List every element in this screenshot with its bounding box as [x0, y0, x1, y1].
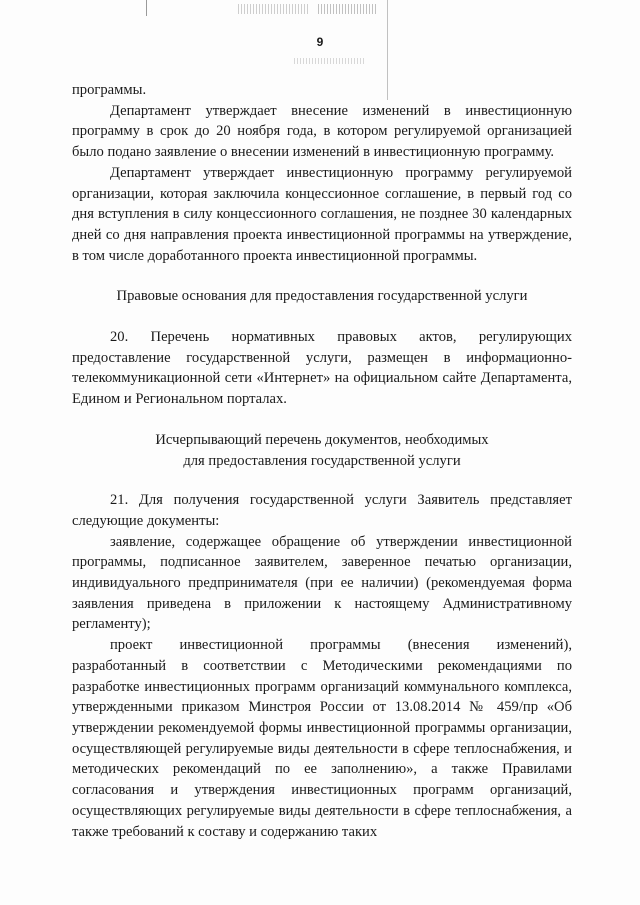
paragraph: Департамент утверждает внесение изменений в инвестиционную программу в срок до 20 ноября года, в котором регулируемой организацией было подано заявление о внесении изменений в инвестиционную программу. [72, 102, 572, 161]
document-body [72, 80, 572, 842]
scan-line [146, 0, 147, 16]
section-heading: Правовые основания для предоставления государственной услуги [116, 288, 528, 305]
scan-artifact [238, 4, 308, 14]
paragraph: заявление, содержащее обращение об утверждении инвестиционной программы, подписанное заявителем, заверенное печатью организации, индивидуального предпринимателя (при ее наличии) (рекомендуемая форма заявления приведена в приложении к настоящему Административному регламенту); [72, 533, 572, 633]
paragraph: 21. Для получения государственной услуги Заявитель представляет следующие документы: [72, 492, 572, 529]
section-heading-line: Исчерпывающий перечень документов, необходимых [155, 431, 489, 448]
paragraph: 20. Перечень нормативных правовых актов, регулирующих предоставление государственной услуги, размещен в информационно-телекоммуникационной сети «Интернет» на официальном сайте Департамента, Едином и Региональном порталах. [72, 329, 572, 408]
paragraph: проект инвестиционной программы (внесения изменений), разработанный в соответствии с Методическими рекомендациями по разработке инвестиционных программ организаций коммунального комплекса, утвержденными приказом Минстроя России от 13.08.2014 № 459/пр «Об утверждении рекомендуемой формы инвестиционной программы организации, осуществляющей регулируемые виды деятельности в сфере теплоснабжения, и методических рекомендаций по ее заполнению», а также Правилами согласования и утверждения инвестиционных программ организаций, осуществляющих регулируемые виды деятельности в сфере теплоснабжения, а также требований к составу и содержанию таких [72, 637, 572, 840]
page-number: 9 [316, 35, 324, 49]
scan-artifact [294, 58, 366, 64]
scan-artifact [318, 4, 376, 14]
paragraph: программы. [72, 82, 147, 98]
paragraph: Департамент утверждает инвестиционную программу регулируемой организации, которая заключила концессионное соглашение, в первый год со дня вступления в силу концессионного соглашения, не позднее 30 календарных дней со дня направления проекта инвестиционной программы на утверждение, в том числе доработанного проекта инвестиционной программы. [72, 164, 572, 264]
section-heading-line: для предоставления государственной услуги [183, 452, 461, 469]
